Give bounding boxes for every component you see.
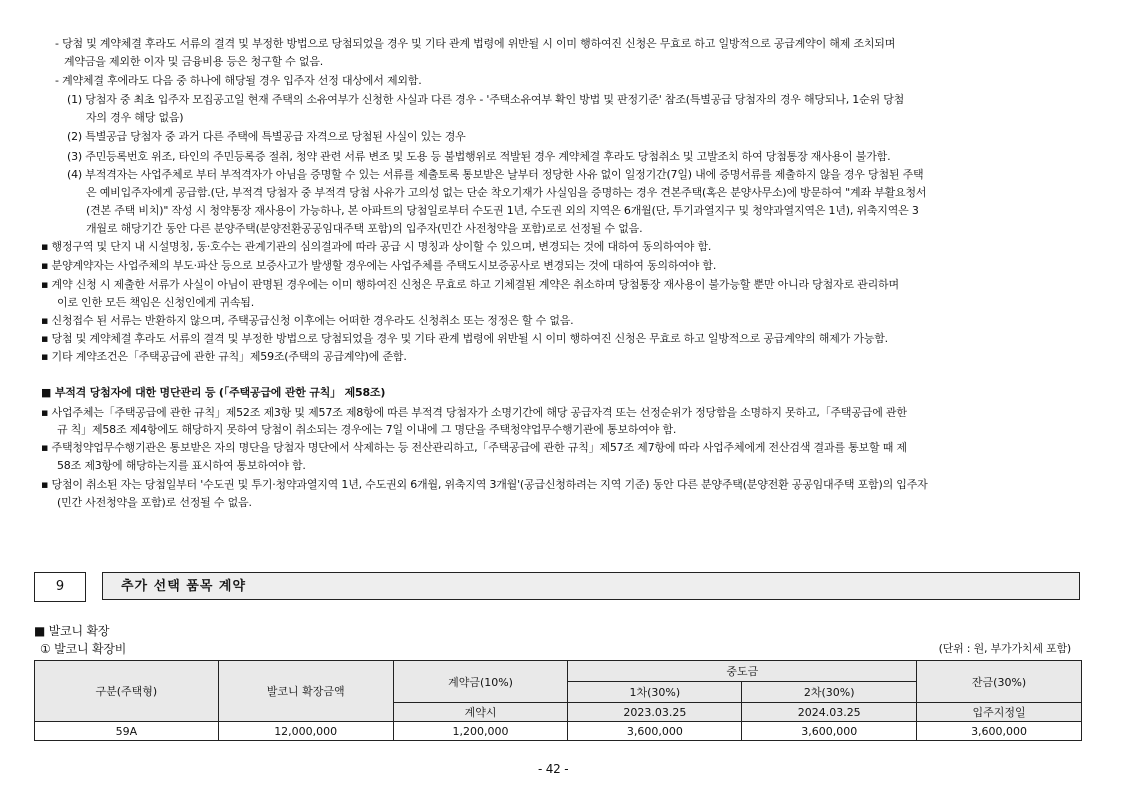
body-line: 계약금을 제외한 이자 및 금융비용 등은 청구할 수 없음. (64, 55, 324, 68)
balcony-cost-table (34, 660, 1082, 741)
balcony-heading: ■ 발코니 확장 (34, 624, 110, 638)
date-deposit: 계약시 (393, 703, 568, 722)
date-balance: 입주지정일 (917, 703, 1082, 722)
cell-type: 59A (35, 722, 219, 741)
header-deposit: 계약금(10%) (393, 661, 568, 703)
body-line: (2) 특별공급 당첨자 중 과거 다른 주택에 특별공급 자격으로 당첨된 사실이 있는 경우 (67, 130, 466, 143)
subsection-heading: ■ 부적격 당첨자에 대한 명단관리 등 (「주택공급에 관한 규칙」 제58조) (41, 386, 386, 399)
cell-deposit: 1,200,000 (393, 722, 568, 741)
body-line: 자의 경우 해당 없음) (86, 111, 184, 124)
header-balance: 잔금(30%) (917, 661, 1082, 703)
header-middle-2: 2차(30%) (742, 682, 917, 703)
body-line: ▪ 신청접수 된 서류는 반환하지 않으며, 주택공급신청 이후에는 어떠한 경우라도 신청취소 또는 정정은 할 수 없음. (41, 314, 574, 327)
body-line: ▪ 주택청약업무수행기관은 통보받은 자의 명단을 당첨자 명단에서 삭제하는 등 전산관리하고,「주택공급에 관한 규칙」제57조 제7항에 따라 사업주체에게 전산검색 결과를 통보할 때 제 (41, 441, 907, 454)
cell-middle-2: 3,600,000 (742, 722, 917, 741)
balcony-subheading: ① 발코니 확장비 (40, 642, 127, 656)
body-line: 규 칙」제58조 제4항에도 해당하지 못하여 당첨이 취소되는 경우에는 7일 이내에 그 명단을 주택청약업무수행기관에 통보하여야 함. (57, 423, 677, 436)
header-amount: 발코니 확장금액 (218, 661, 393, 722)
body-line: (견본 주택 비치)" 작성 시 청약통장 재사용이 가능하나, 본 아파트의 당첨일로부터 수도권 1년, 수도권 외의 지역은 6개월(단, 투기과열지구 및 청약과열지역은 1년), 위축지역은 3 (86, 204, 919, 217)
body-line: ▪ 계약 신청 시 제출한 서류가 사실이 아님이 판명된 경우에는 이미 행하여진 신청은 무효로 하고 기체결된 계약은 취소하며 당첨통장 재사용이 불가능할 뿐만 아니라 당첨자로 관리하며 (41, 278, 899, 291)
date-middle-1: 2023.03.25 (568, 703, 742, 722)
cell-middle-1: 3,600,000 (568, 722, 742, 741)
header-middle-payment: 중도금 (568, 661, 917, 682)
header-middle-1: 1차(30%) (568, 682, 742, 703)
section-header (34, 572, 1082, 602)
section-title: 추가 선택 품목 계약 (102, 572, 1080, 600)
body-line: ▪ 사업주체는「주택공급에 관한 규칙」제52조 제3항 및 제57조 제8항에 따른 부적격 당첨자가 소명기간에 해당 공급자격 또는 선정순위가 정당함을 소명하지 못하고,「주택공급에 관한 (41, 406, 907, 419)
body-line: (3) 주민등록번호 위조, 타인의 주민등록증 절취, 청약 관련 서류 변조 및 도용 등 불법행위로 적발된 경우 계약체결 후라도 당첨취소 및 고발조치 하여 당첨통장 재사용이 불가함. (67, 150, 891, 163)
section-number: 9 (34, 572, 86, 602)
body-line: ▪ 당첨 및 계약체결 후라도 서류의 결격 및 부정한 방법으로 당첨되었을 경우 및 기타 관계 법령에 위반될 시 이미 행하여진 신청은 무효로 하고 일방적으로 공급계약의 해제가 가능함. (41, 332, 888, 345)
body-line: 개월로 해당기간 동안 다른 분양주택(분양전환공공임대주택 포함)의 입주자(민간 사전청약을 포함)로로 선정될 수 없음. (86, 222, 643, 235)
body-line: ▪ 기타 계약조건은「주택공급에 관한 규칙」제59조(주택의 공급계약)에 준함. (41, 350, 407, 363)
body-line: ▪ 분양계약자는 사업주체의 부도·파산 등으로 보증사고가 발생할 경우에는 사업주체를 주택도시보증공사로 변경되는 것에 대하여 동의하여야 함. (41, 259, 717, 272)
body-line: (4) 부적격자는 사업주체로 부터 부적격자가 아님을 증명할 수 있는 서류를 제출토록 통보받은 날부터 정당한 사유 없이 일정기간(7일) 내에 증명서류를 제출하지 않을 경우 당첨된 주택 (67, 168, 924, 181)
body-line: - 계약체결 후에라도 다음 중 하나에 해당될 경우 입주자 선정 대상에서 제외함. (55, 74, 422, 87)
date-middle-2: 2024.03.25 (742, 703, 917, 722)
body-line: 은 예비입주자에게 공급함.(단, 부적격 당첨자 중 부적격 당첨 사유가 고의성 없는 단순 착오기재가 사실임을 증명하는 경우 견본주택(혹은 분양사무소)에 방문하여 "계좌 부활요청서 (86, 186, 927, 199)
body-line: (1) 당첨자 중 최초 입주자 모집공고일 현재 주택의 소유여부가 신청한 사실과 다른 경우 - '주택소유여부 확인 방법 및 판정기준' 참조(특별공급 당첨자의 경우 해당되나, 1순위 당첨 (67, 93, 905, 106)
table-row (35, 722, 1082, 741)
body-line: 58조 제3항에 해당하는지를 표시하여 통보하여야 함. (57, 459, 306, 472)
body-line: 이로 인한 모든 책임은 신청인에게 귀속됨. (57, 296, 255, 309)
body-line: (민간 사전청약을 포함)로 선정될 수 없음. (57, 496, 252, 509)
unit-note: (단위 : 원, 부가가치세 포함) (938, 642, 1071, 655)
body-line: ▪ 당첨이 취소된 자는 당첨일부터 '수도권 및 투기·청약과열지역 1년, 수도권외 6개월, 위축지역 3개월'(공급신청하려는 지역 기준) 동안 다른 분양주택(분양전환 공공임대주택 포함)의 입주자 (41, 478, 928, 491)
page-number: - 42 - (538, 762, 569, 776)
header-type: 구분(주택형) (35, 661, 219, 722)
body-line: - 당첨 및 계약체결 후라도 서류의 결격 및 부정한 방법으로 당첨되었을 경우 및 기타 관계 법령에 위반될 시 이미 행하여진 신청은 무효로 하고 일방적으로 공급계약이 해제 조치되며 (55, 37, 896, 50)
cell-amount: 12,000,000 (218, 722, 393, 741)
body-line: ▪ 행정구역 및 단지 내 시설명칭, 동·호수는 관계기관의 심의결과에 따라 공급 시 명칭과 상이할 수 있으며, 변경되는 것에 대하여 동의하여야 함. (41, 240, 712, 253)
cell-balance: 3,600,000 (917, 722, 1082, 741)
